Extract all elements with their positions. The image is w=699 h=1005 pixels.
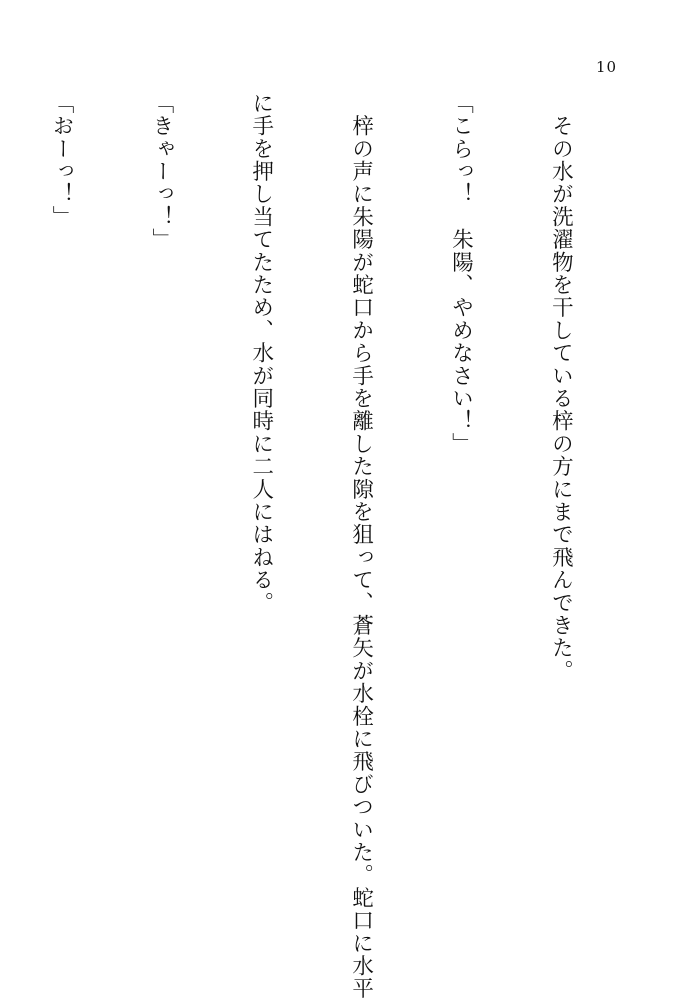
page-number: 10 [596,58,618,76]
text-line: その水が洗濯物を干している梓の方にまで飛んできた。 [548,92,574,683]
vertical-text-body [0,92,644,1000]
text-line: 「きゃーっ！」 [148,92,174,251]
text-line: 「おーっ！」 [48,92,74,229]
text-line: に手を押し当てたため、水が同時に二人にはねる。 [248,92,274,615]
text-line: 梓の声に朱陽が蛇口から手を離した隙を狙って、蒼矢が水栓に飛びついた。蛇口に水平 [348,92,374,1000]
text-line: 「こらっ！ 朱陽、やめなさい！」 [448,92,474,456]
